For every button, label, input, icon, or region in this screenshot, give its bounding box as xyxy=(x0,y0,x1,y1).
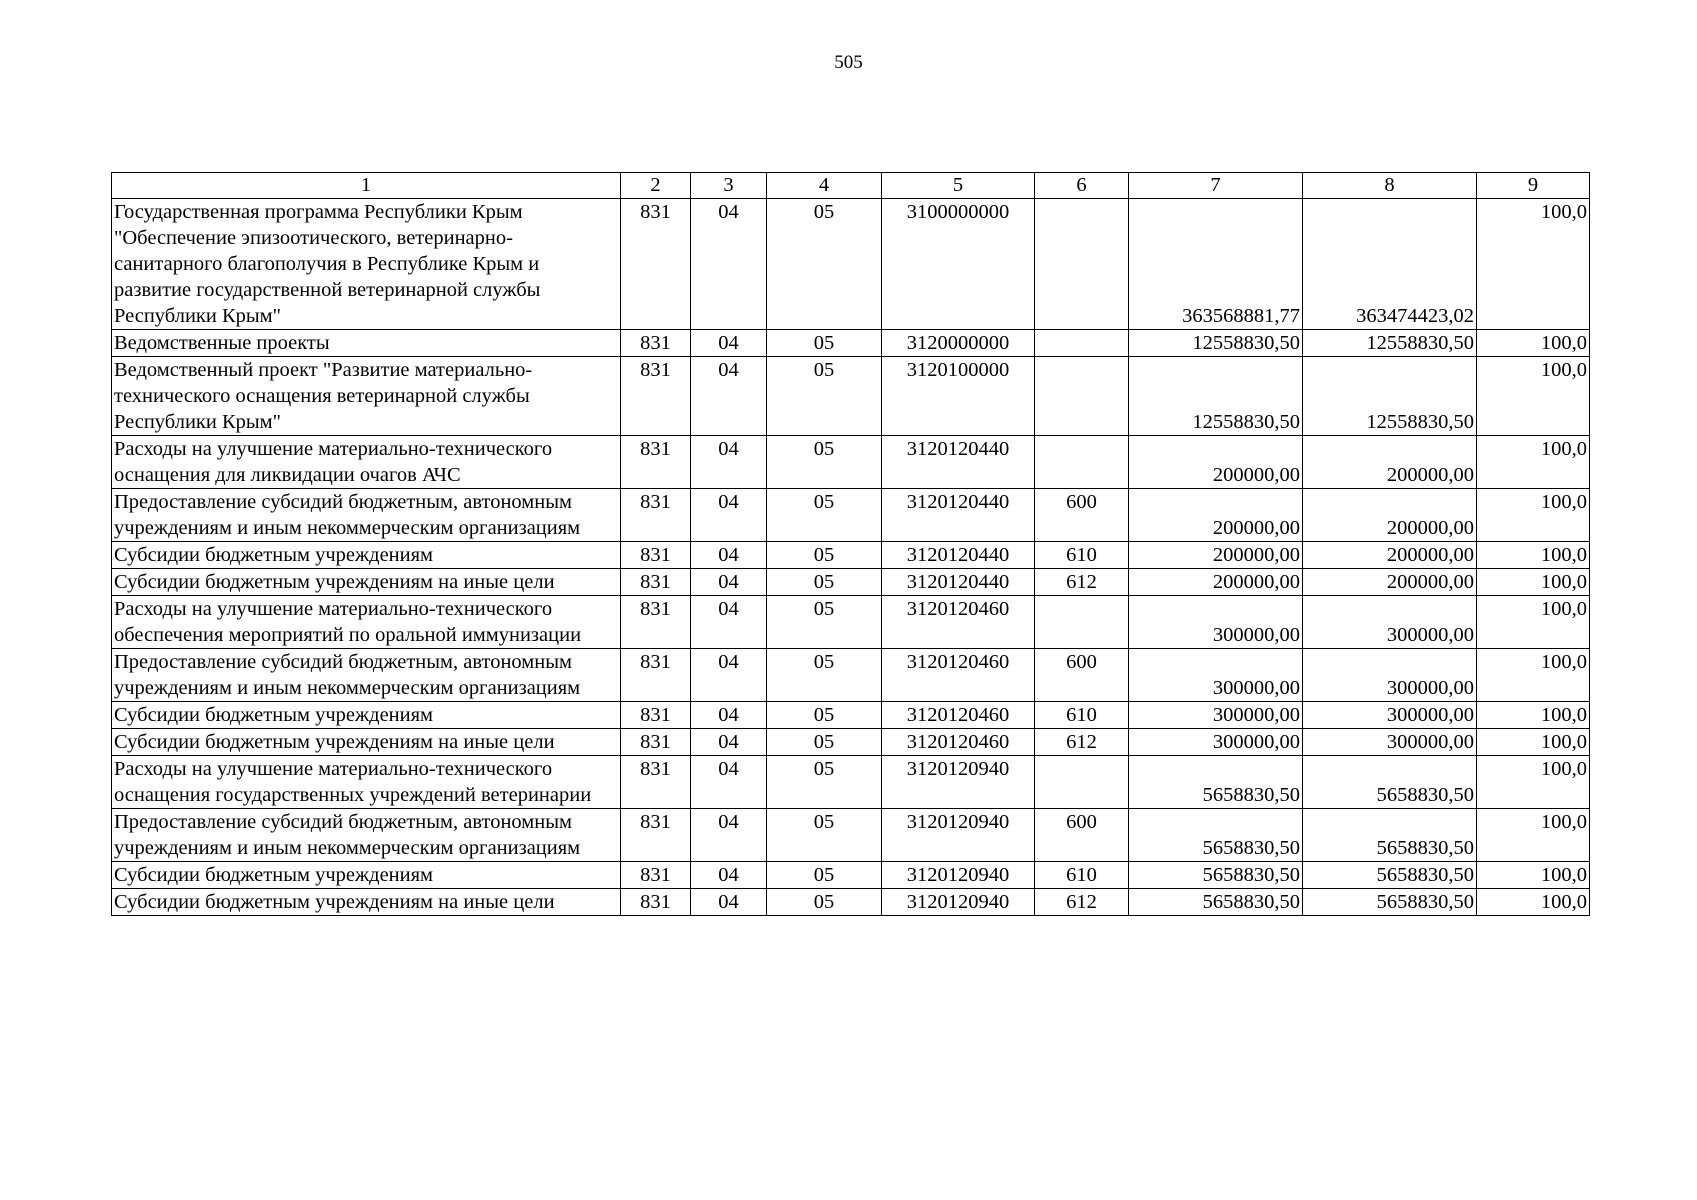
percent-cell: 100,0 xyxy=(1477,702,1590,729)
table-row xyxy=(112,330,1590,357)
subsection-code-cell: 05 xyxy=(767,489,882,542)
header-cell: 3 xyxy=(691,173,767,199)
row-name-cell: Расходы на улучшение материально-технического оснащения государственных учреждений ветеринарии xyxy=(112,756,621,809)
table-row xyxy=(112,729,1590,756)
expense-type-cell xyxy=(1035,199,1129,330)
target-article-cell: 3120120460 xyxy=(882,649,1035,702)
planned-amount-cell: 300000,00 xyxy=(1129,649,1303,702)
table-row xyxy=(112,809,1590,862)
actual-amount-cell: 5658830,50 xyxy=(1303,809,1477,862)
expense-type-cell: 610 xyxy=(1035,862,1129,889)
header-cell: 4 xyxy=(767,173,882,199)
planned-amount-cell: 12558830,50 xyxy=(1129,330,1303,357)
expense-type-cell: 612 xyxy=(1035,889,1129,916)
target-article-cell: 3120120460 xyxy=(882,702,1035,729)
section-code-cell: 04 xyxy=(691,889,767,916)
actual-amount-cell: 5658830,50 xyxy=(1303,889,1477,916)
grbs-code-cell: 831 xyxy=(621,436,691,489)
target-article-cell: 3120120440 xyxy=(882,542,1035,569)
percent-cell: 100,0 xyxy=(1477,756,1590,809)
row-name-cell: Предоставление субсидий бюджетным, автономным учреждениям и иным некоммерческим организациям xyxy=(112,489,621,542)
expense-type-cell xyxy=(1035,357,1129,436)
actual-amount-cell: 12558830,50 xyxy=(1303,357,1477,436)
header-cell: 5 xyxy=(882,173,1035,199)
actual-amount-cell: 300000,00 xyxy=(1303,702,1477,729)
section-code-cell: 04 xyxy=(691,756,767,809)
expense-type-cell: 600 xyxy=(1035,809,1129,862)
row-name-cell: Предоставление субсидий бюджетным, автономным учреждениям и иным некоммерческим организациям xyxy=(112,809,621,862)
section-code-cell: 04 xyxy=(691,199,767,330)
page-number: 505 xyxy=(834,52,863,73)
row-name-cell: Субсидии бюджетным учреждениям на иные цели xyxy=(112,569,621,596)
section-code-cell: 04 xyxy=(691,596,767,649)
planned-amount-cell: 300000,00 xyxy=(1129,729,1303,756)
subsection-code-cell: 05 xyxy=(767,756,882,809)
subsection-code-cell: 05 xyxy=(767,542,882,569)
percent-cell: 100,0 xyxy=(1477,199,1590,330)
planned-amount-cell: 200000,00 xyxy=(1129,542,1303,569)
expense-type-cell: 600 xyxy=(1035,489,1129,542)
percent-cell: 100,0 xyxy=(1477,729,1590,756)
row-name-cell: Предоставление субсидий бюджетным, автономным учреждениям и иным некоммерческим организациям xyxy=(112,649,621,702)
table-row xyxy=(112,436,1590,489)
row-name-cell: Расходы на улучшение материально-технического оснащения для ликвидации очагов АЧС xyxy=(112,436,621,489)
planned-amount-cell: 5658830,50 xyxy=(1129,756,1303,809)
subsection-code-cell: 05 xyxy=(767,649,882,702)
percent-cell: 100,0 xyxy=(1477,862,1590,889)
subsection-code-cell: 05 xyxy=(767,862,882,889)
section-code-cell: 04 xyxy=(691,649,767,702)
header-cell: 7 xyxy=(1129,173,1303,199)
row-name-cell: Государственная программа Республики Крым "Обеспечение эпизоотического, ветеринарно-санитарного благополучия в Республике Крым и развитие государственной ветеринарной службы Республики Крым" xyxy=(112,199,621,330)
header-row xyxy=(112,173,1590,199)
grbs-code-cell: 831 xyxy=(621,330,691,357)
target-article-cell: 3120120460 xyxy=(882,596,1035,649)
table-row xyxy=(112,542,1590,569)
table-row xyxy=(112,569,1590,596)
planned-amount-cell: 200000,00 xyxy=(1129,436,1303,489)
grbs-code-cell: 831 xyxy=(621,862,691,889)
percent-cell: 100,0 xyxy=(1477,809,1590,862)
section-code-cell: 04 xyxy=(691,489,767,542)
grbs-code-cell: 831 xyxy=(621,756,691,809)
section-code-cell: 04 xyxy=(691,729,767,756)
planned-amount-cell: 5658830,50 xyxy=(1129,889,1303,916)
grbs-code-cell: 831 xyxy=(621,596,691,649)
row-name-cell: Субсидии бюджетным учреждениям xyxy=(112,862,621,889)
actual-amount-cell: 300000,00 xyxy=(1303,729,1477,756)
subsection-code-cell: 05 xyxy=(767,569,882,596)
planned-amount-cell: 300000,00 xyxy=(1129,702,1303,729)
subsection-code-cell: 05 xyxy=(767,436,882,489)
expense-type-cell xyxy=(1035,596,1129,649)
row-name-cell: Субсидии бюджетным учреждениям xyxy=(112,542,621,569)
target-article-cell: 3120120440 xyxy=(882,569,1035,596)
row-name-cell: Расходы на улучшение материально-технического обеспечения мероприятий по оральной иммунизации xyxy=(112,596,621,649)
grbs-code-cell: 831 xyxy=(621,569,691,596)
section-code-cell: 04 xyxy=(691,809,767,862)
expense-type-cell xyxy=(1035,756,1129,809)
percent-cell: 100,0 xyxy=(1477,489,1590,542)
actual-amount-cell: 200000,00 xyxy=(1303,436,1477,489)
target-article-cell: 3120000000 xyxy=(882,330,1035,357)
subsection-code-cell: 05 xyxy=(767,199,882,330)
planned-amount-cell: 5658830,50 xyxy=(1129,862,1303,889)
subsection-code-cell: 05 xyxy=(767,809,882,862)
header-cell: 2 xyxy=(621,173,691,199)
section-code-cell: 04 xyxy=(691,330,767,357)
subsection-code-cell: 05 xyxy=(767,357,882,436)
section-code-cell: 04 xyxy=(691,702,767,729)
grbs-code-cell: 831 xyxy=(621,542,691,569)
expense-type-cell: 612 xyxy=(1035,569,1129,596)
header-cell: 6 xyxy=(1035,173,1129,199)
target-article-cell: 3120120940 xyxy=(882,862,1035,889)
row-name-cell: Субсидии бюджетным учреждениям xyxy=(112,702,621,729)
target-article-cell: 3120120940 xyxy=(882,756,1035,809)
row-name-cell: Субсидии бюджетным учреждениям на иные цели xyxy=(112,889,621,916)
expense-type-cell xyxy=(1035,330,1129,357)
target-article-cell: 3120120440 xyxy=(882,436,1035,489)
expense-type-cell: 610 xyxy=(1035,702,1129,729)
percent-cell: 100,0 xyxy=(1477,542,1590,569)
actual-amount-cell: 12558830,50 xyxy=(1303,330,1477,357)
expense-type-cell: 612 xyxy=(1035,729,1129,756)
section-code-cell: 04 xyxy=(691,436,767,489)
planned-amount-cell: 300000,00 xyxy=(1129,596,1303,649)
table-row xyxy=(112,889,1590,916)
target-article-cell: 3100000000 xyxy=(882,199,1035,330)
section-code-cell: 04 xyxy=(691,862,767,889)
table-row xyxy=(112,702,1590,729)
actual-amount-cell: 5658830,50 xyxy=(1303,862,1477,889)
table-row xyxy=(112,756,1590,809)
target-article-cell: 3120120440 xyxy=(882,489,1035,542)
grbs-code-cell: 831 xyxy=(621,809,691,862)
target-article-cell: 3120120460 xyxy=(882,729,1035,756)
actual-amount-cell: 200000,00 xyxy=(1303,542,1477,569)
percent-cell: 100,0 xyxy=(1477,330,1590,357)
grbs-code-cell: 831 xyxy=(621,489,691,542)
planned-amount-cell: 363568881,77 xyxy=(1129,199,1303,330)
percent-cell: 100,0 xyxy=(1477,569,1590,596)
subsection-code-cell: 05 xyxy=(767,889,882,916)
percent-cell: 100,0 xyxy=(1477,889,1590,916)
table-row xyxy=(112,199,1590,330)
header-cell: 9 xyxy=(1477,173,1590,199)
subsection-code-cell: 05 xyxy=(767,702,882,729)
table-row xyxy=(112,862,1590,889)
row-name-cell: Субсидии бюджетным учреждениям на иные цели xyxy=(112,729,621,756)
row-name-cell: Ведомственный проект "Развитие материально-технического оснащения ветеринарной службы Республики Крым" xyxy=(112,357,621,436)
expense-type-cell xyxy=(1035,436,1129,489)
percent-cell: 100,0 xyxy=(1477,649,1590,702)
target-article-cell: 3120120940 xyxy=(882,889,1035,916)
subsection-code-cell: 05 xyxy=(767,729,882,756)
grbs-code-cell: 831 xyxy=(621,889,691,916)
grbs-code-cell: 831 xyxy=(621,357,691,436)
table-row xyxy=(112,357,1590,436)
row-name-cell: Ведомственные проекты xyxy=(112,330,621,357)
section-code-cell: 04 xyxy=(691,569,767,596)
planned-amount-cell: 200000,00 xyxy=(1129,569,1303,596)
grbs-code-cell: 831 xyxy=(621,702,691,729)
subsection-code-cell: 05 xyxy=(767,596,882,649)
target-article-cell: 3120120940 xyxy=(882,809,1035,862)
budget-table xyxy=(111,172,1590,916)
table-row xyxy=(112,596,1590,649)
section-code-cell: 04 xyxy=(691,542,767,569)
planned-amount-cell: 12558830,50 xyxy=(1129,357,1303,436)
grbs-code-cell: 831 xyxy=(621,729,691,756)
percent-cell: 100,0 xyxy=(1477,596,1590,649)
actual-amount-cell: 5658830,50 xyxy=(1303,756,1477,809)
actual-amount-cell: 300000,00 xyxy=(1303,649,1477,702)
grbs-code-cell: 831 xyxy=(621,649,691,702)
percent-cell: 100,0 xyxy=(1477,357,1590,436)
target-article-cell: 3120100000 xyxy=(882,357,1035,436)
actual-amount-cell: 200000,00 xyxy=(1303,569,1477,596)
actual-amount-cell: 300000,00 xyxy=(1303,596,1477,649)
table-row xyxy=(112,649,1590,702)
subsection-code-cell: 05 xyxy=(767,330,882,357)
planned-amount-cell: 5658830,50 xyxy=(1129,809,1303,862)
header-cell: 8 xyxy=(1303,173,1477,199)
table-row xyxy=(112,489,1590,542)
expense-type-cell: 600 xyxy=(1035,649,1129,702)
header-cell: 1 xyxy=(112,173,621,199)
expense-type-cell: 610 xyxy=(1035,542,1129,569)
percent-cell: 100,0 xyxy=(1477,436,1590,489)
actual-amount-cell: 200000,00 xyxy=(1303,489,1477,542)
planned-amount-cell: 200000,00 xyxy=(1129,489,1303,542)
grbs-code-cell: 831 xyxy=(621,199,691,330)
actual-amount-cell: 363474423,02 xyxy=(1303,199,1477,330)
section-code-cell: 04 xyxy=(691,357,767,436)
